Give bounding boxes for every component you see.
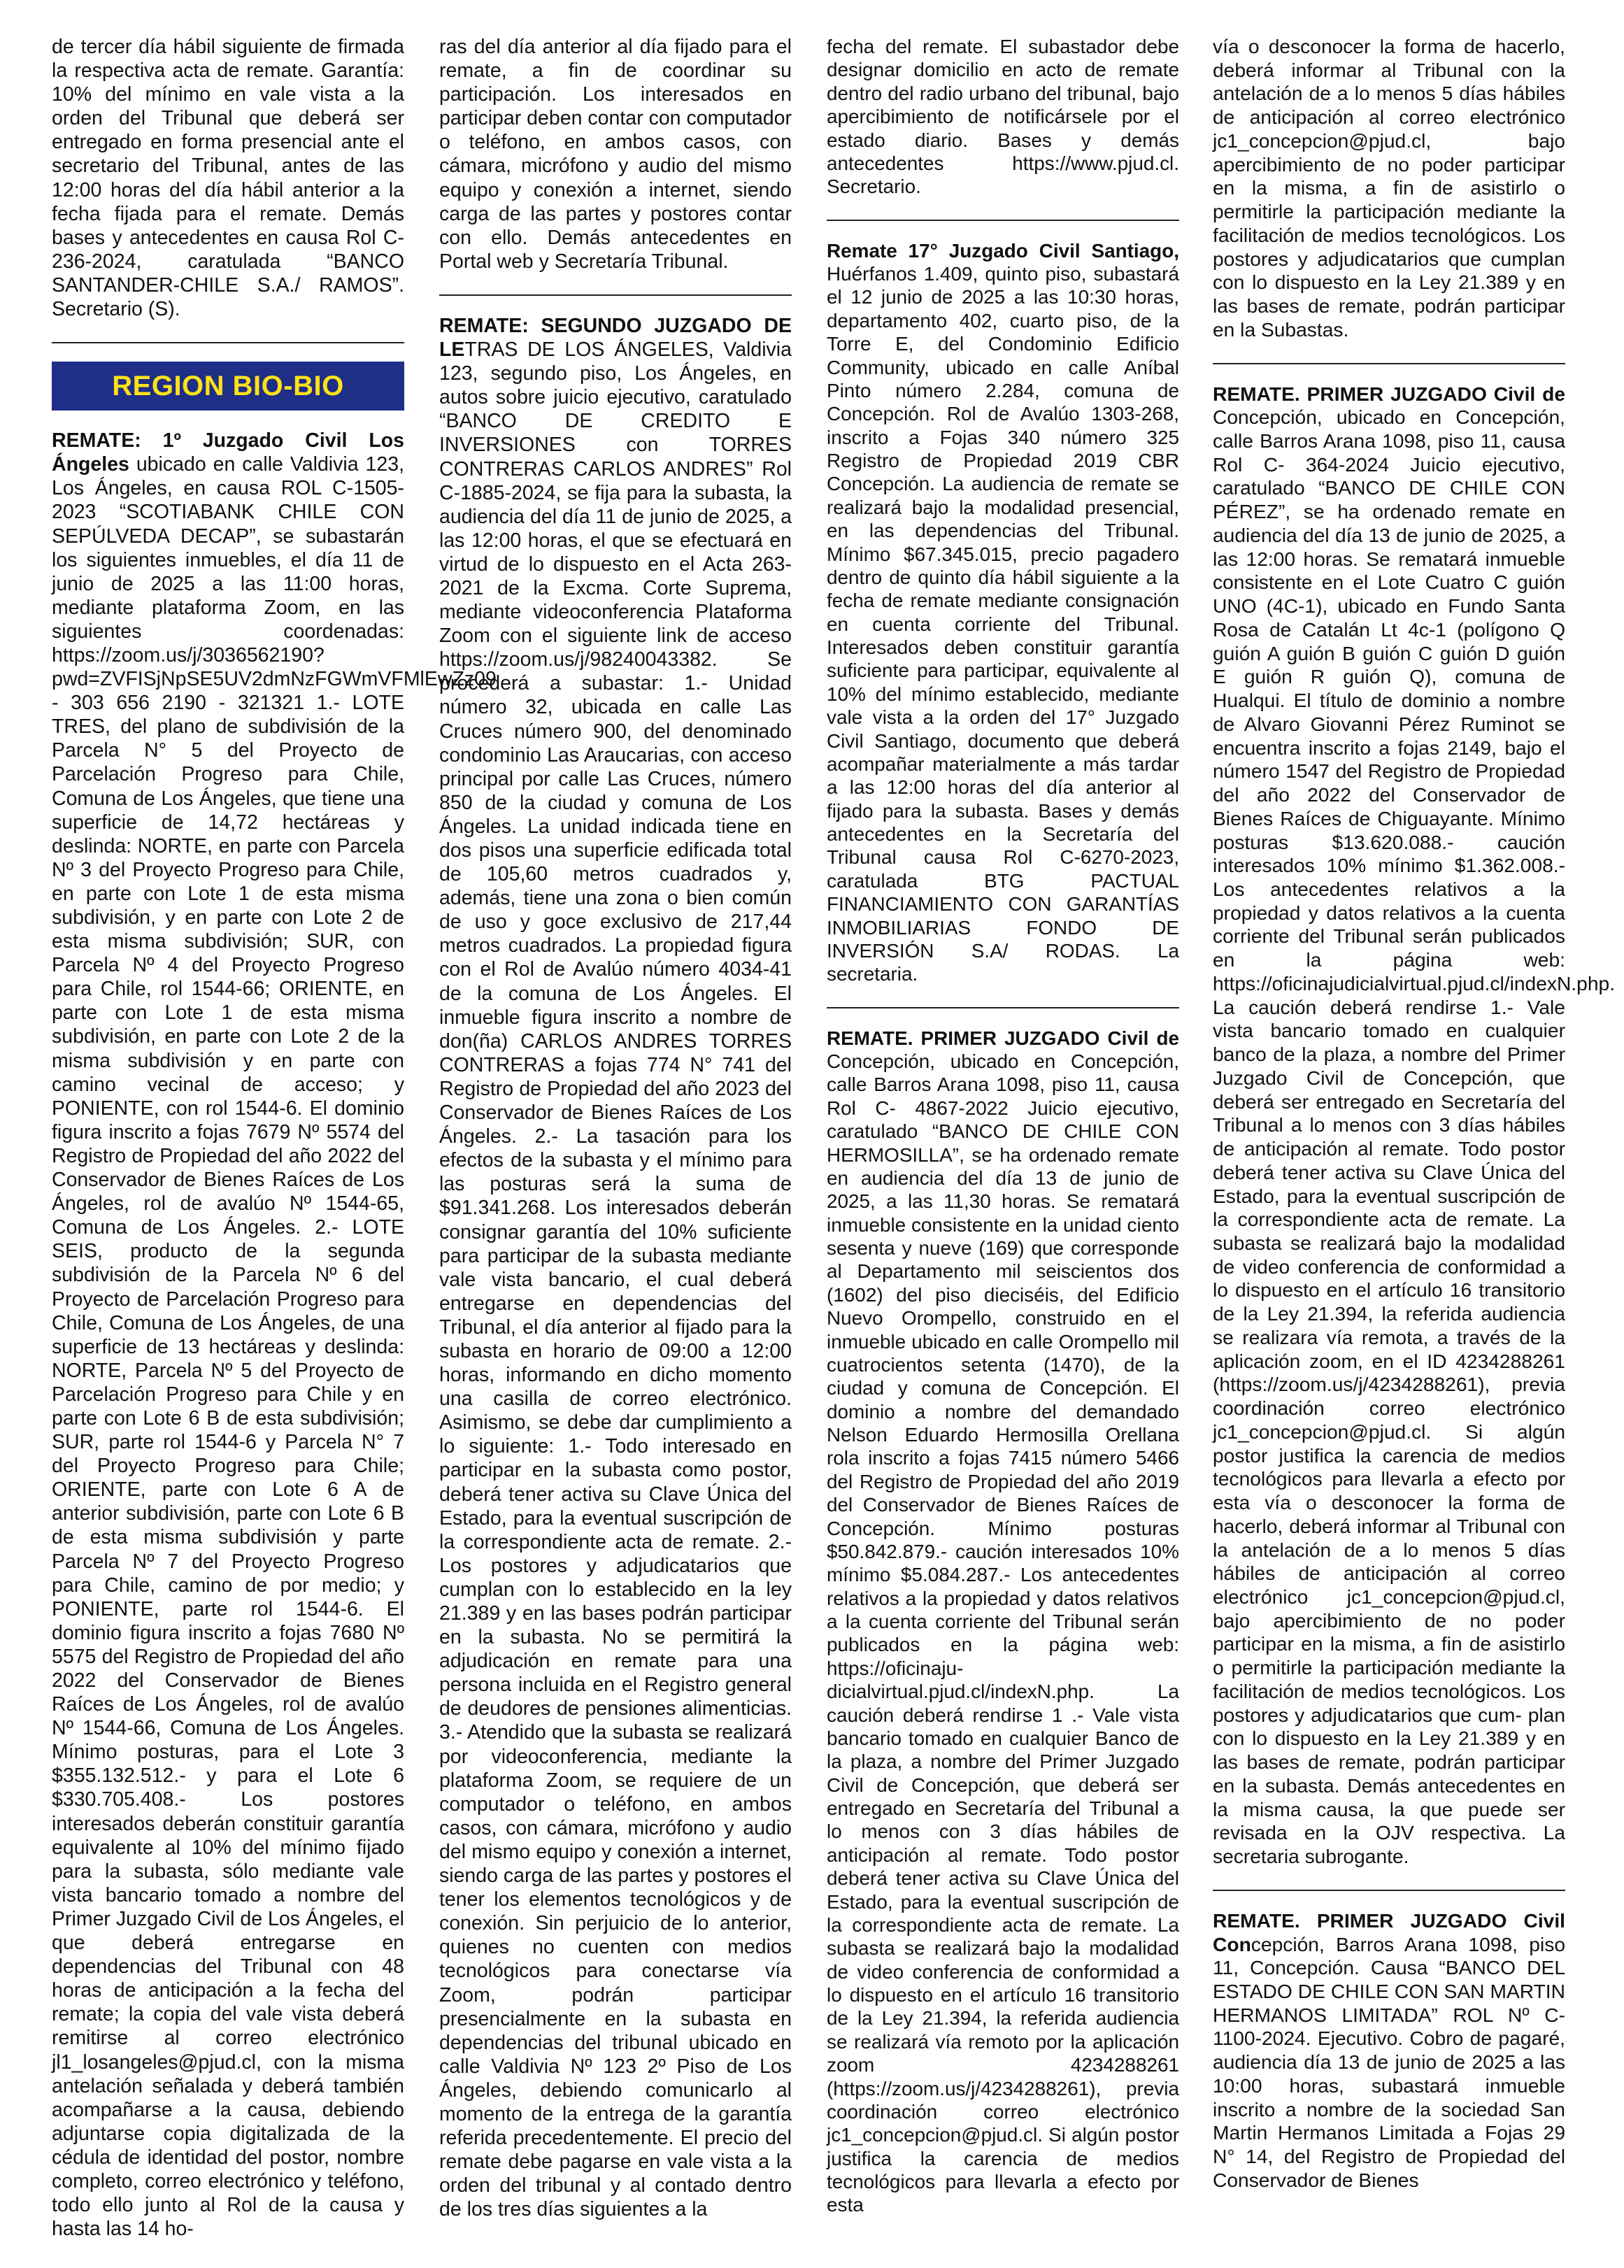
notice-body: Huérfanos 1.409, quinto piso, subastará el 12 junio de 2025 a las 10:30 horas, departamento 402, cuarto piso, de la Torre E, del Condominio Edificio Community, ubicado en calle Aníbal Pinto número 2.284, comuna de Concepción. Rol de Avalúo 1303-268, inscrito a Fojas 340 número 325 Registro de Propiedad 2019 CBR Concepción. La audiencia de remate se realizará bajo la modalidad presencial, en las dependencias del Tribunal. Mínimo $67.345.015, precio pagadero dentro de quinto día hábil siguiente a la fecha de remate mediante consignación en cuenta corriente del Tribunal. Interesados deben constituir garantía suficiente para participar, equivalente al 10% del mínimo establecido, mediante vale vista a la orden del 17° Juzgado Civil Santiago, documento que deberá acompañar materialmente a más tardar a las 12:00 horas del día anterior al fijado para la subasta. Bases y demás antecedentes en la Secretaría del Tribunal causa Rol C-6270-2023, caratulada BTG PACTUAL FINANCIAMIENTO CON GARANTÍAS INMOBILIARIAS FONDO DE INVERSIÓN S.A/ RODAS. La secretaria.: [827, 263, 1179, 985]
notice-remate-primer-juzgado-concepcion-hermosilla: [827, 1027, 1179, 2217]
column-1: [52, 35, 497, 2241]
notice-body: TRAS DE LOS ÁNGELES, Valdivia 123, segundo piso, Los Ángeles, en autos sobre juicio ejecutivo, caratulado “BANCO DE CREDITO E INVERSIONES con TORRES CONTRERAS CARLOS ANDRES” Rol C-1885-2024, se fija para la subasta, la audiencia del día 11 de junio de 2025, a las 12:00 horas, el que se efectuará en virtud de lo dispuesto en el Acta 263- 2021 de la Excma. Corte Suprema, mediante videoconferencia Plataforma Zoom con el siguiente link de acceso https://zoom.us/j/98240043382. Se procederá a subastar: 1.- Unidad número 32, ubicada en calle Las Cruces número 900, del denominado condominio Las Araucarias, con acceso principal por calle Las Cruces, número 850 de la ciudad y comuna de Los Ángeles. La unidad indicada tiene en dos pisos una superficie edificada total de 105,60 metros cuadrados y, además, tiene una zona o bien común de uso y goce exclusivo de 217,44 metros cuadrados. La propiedad figura con el Rol de Avalúo número 4034-41 de la comuna de Los Ángeles. El inmueble figura inscrito a nombre de don(ña) CARLOS ANDRES TORRES CONTRERAS a fojas 774 N° 741 del Registro de Propiedad del año 2023 del Conservador de Bienes Raíces de Los Ángeles. 2.- La tasación para los efectos de la subasta y el mínimo para las posturas será la suma de $91.341.268. Los interesados deberán consignar garantía del 10% suficiente para participar de la subasta mediante vale vista bancario, el cual deberá entregarse en dependencias del Tribunal, el día anterior al fijado para la subasta en horario de 09:00 a 12:00 horas, informando en dicho momento una casilla de correo electrónico. Asimismo, se debe dar cumplimiento a lo siguiente: 1.- Todo interesado en participar en la subasta como postor, deberá tener activa su Clave Única del Estado, para la eventual suscripción de la correspondiente acta de remate. 2.- Los postores y adjudicatarios que cumplan con lo establecido en la ley 21.389 y en las bases podrán participar en la subasta. No se permitirá la adjudicación en remate para una persona incluida en el Registro general de deudores de pensiones alimenticias. 3.- Atendido que la subasta se realizará por videoconferencia, mediante la plataforma Zoom, se requiere de un computador o teléfono, en ambos casos, con cámara, micrófono y audio del mismo equipo y conexión a internet, siendo carga de las partes y postores el tener los elementos tecnológicos y de conexión. Sin perjuicio de lo anterior, quienes no cuenten con medios tecnológicos para conectarse vía Zoom, podrán participar presencialmente en la subasta en dependencias del tribunal ubicado en calle Valdivia Nº 123 2º Piso de Los Ángeles, debiendo comunicarlo al momento de la entrega de la garantía referida precedentemente. El precio del remate debe pagarse en vale vista a la orden del tribunal y al contado dentro de los tres días siguientes a la: [439, 338, 792, 2221]
notice-remate-1-juzgado-los-angeles: [52, 429, 497, 2241]
notice-continuation: fecha del remate. El subastador debe designar domicilio en acto de remate dentro del radio urbano del tribunal, bajo apercibimiento de notificársele por el estado diario. Bases y demás antecedentes https://www.pjud.cl. Secretario.: [827, 36, 1179, 198]
separator: [827, 220, 1179, 221]
notice-body: Concepción, ubicado en Concepción, calle Barros Arana 1098, piso 11, causa Rol C- 4867-2022 Juicio ejecutivo, caratulado “BANCO DE CHILE CON HERMOSILLA”, se ha ordenado remate en audiencia del día 13 de junio de 2025, a las 11,30 horas. Se rematará inmueble consistente en la unidad ciento sesenta y nueve (169) que corresponde al Departamento mil seiscientos dos (1602) del piso dieciséis, del Edificio Nuevo Orompello, construido en el inmueble ubicado en calle Orompello mil cuatrocientos setenta (1470), de la ciudad y comuna de Concepción. El dominio a nombre del demandado Nelson Eduardo Hermosilla Orellana rola inscrito a fojas 7415 número 5466 del Registro de Propiedad del año 2019 del Conservador de Bienes Raíces de Concepción. Mínimo posturas $50.842.879.- caución interesados 10% mínimo $5.084.287.- Los antecedentes relativos a la propiedad y datos relativos a la cuenta corriente del Tribunal serán publicados en la página web: https://oficinaju- dicialvirtual.pjud.cl/indexN.php. La caución deberá rendirse 1 .- Vale vista bancario tomado en cualquier Banco de la plaza, a nombre del Primer Juzgado Civil de Concepción, que deberá ser entregado en Secretaría del Tribunal a lo menos con 3 días hábiles de anticipación al remate. Todo postor deberá tener activa su Clave Única del Estado, para la eventual suscripción de la correspondiente acta de remate. La subasta se realizará bajo la modalidad de video conferencia de conformidad a lo dispuesto en el artículo 16 transitorio de la Ley 21.394, la referida audiencia se realizará vía remoto por la aplicación zoom 4234288261 (https://zoom.us/j/4234288261), previa coordinación correo electrónico jc1_concepcion@pjud.cl. Si algún postor justifica la carencia de medios tecnológicos para llevarla a efecto por esta: [827, 1050, 1179, 2216]
separator: [52, 342, 404, 343]
notice-heading: REMATE: SEGUNDO JUZGADO DE LE: [439, 314, 792, 362]
region-bio-bio-banner: REGION BIO-BIO: [52, 362, 404, 411]
notice-continuation: vía o desconocer la forma de hacerlo, deberá informar al Tribunal con la antelación de a lo menos 5 días hábiles de anticipación al correo electrónico jc1_concepcion@pjud.cl, bajo apercibimiento de no poder participar en la misma, a fin de asistirlo o permitirle la participación mediante la facilitación de medios tecnológicos. Los postores y adjudicatarios que cumplan con lo dispuesto en la Ley 21.389 y en las bases de remate, podrán participar en la Subastas.: [1213, 35, 1565, 341]
notice-remate-segundo-juzgado-los-angeles: [439, 314, 792, 2222]
notice-remate-primer-juzgado-concepcion-san-martin: [1213, 1909, 1565, 2192]
notice-continuation: de tercer día hábil siguiente de firmada la respectiva acta de remate. Garantía: 10% del mínimo en vale vista a la orden del Tribunal que deberá ser entregado en forma presencial ante el secretario del Tribunal, antes de las 12:00 horas del día hábil anterior a la fecha fijada para el remate. Demás bases y antecedentes en causa Rol C-236-2024, caratulada “BANCO SANTANDER-CHILE S.A./ RAMOS”. Secretario (S).: [52, 36, 404, 321]
notice-body: Concepción, ubicado en Concepción, calle Barros Arana 1098, piso 11, causa Rol C- 364-2024 Juicio ejecutivo, caratulado “BANCO DE CHILE CON PÉREZ”, se ha ordenado remate en audiencia del día 13 de junio de 2025, a las 12:00 horas. Se rematará inmueble consistente en el Lote Cuatro C guión UNO (4C-1), ubicado en Fundo Santa Rosa de Catalán Lt 4c-1 (polígono Q guión A guión B guión C guión D guión E guión R guión Q), comuna de Hualqui. El título de dominio a nombre de Alvaro Giovanni Pérez Ruminot se encuentra inscrito a fojas 2149, bajo el número 1547 del Registro de Propiedad del año 2022 del Conservador de Bienes Raíces de Chiguayante. Mínimo posturas $13.620.088.- caución interesados 10% mínimo $1.362.008.- Los antecedentes relativos a la propiedad y datos relativos a la cuenta corriente del Tribunal serán publicados en la página web: https://oficinajudicialvirtual.pjud.cl/indexN.php. La caución deberá rendirse 1.- Vale vista bancario tomado en cualquier banco de la plaza, a nombre del Primer Juzgado Civil de Concepción, que deberá ser entregado en Secretaría del Tribunal a lo menos con 3 días hábiles de anticipación al remate. Todo postor deberá tener activa su Clave Única del Estado, para la eventual suscripción de la correspondiente acta de remate. La subasta se realizará bajo la modalidad de video conferencia de conformidad a lo dispuesto en el artículo 16 transitorio de la Ley 21.394, la referida audiencia se realizara vía remota, a través de la aplicación zoom, en el ID 4234288261 (https://zoom.us/j/4234288261), previa coordinación correo electrónico jc1_concepcion@pjud.cl. Si algún postor justifica la carencia de medios tecnológicos para llevarla a efecto por esta vía o desconocer la forma de hacerlo, deberá informar al Tribunal con la antelación de a lo menos 5 días hábiles de anticipación al correo electrónico jc1_concepcion@pjud.cl, bajo apercibimiento de no poder participar en la misma, a fin de asistirlo o permitirle la participación mediante la facilitación de medios tecnológicos. Los postores y adjudicatarios que cum- plan con lo dispuesto en la Ley 21.389 y en las bases de remate, podrán participar en la subasta. Demás antecedentes en la misma causa, la que puede ser revisada en la OJV respectiva. La secretaria subrogante.: [1213, 406, 1616, 1868]
notice-remate-primer-juzgado-concepcion-perez: [1213, 382, 1616, 1869]
notice-remate-17-juzgado-santiago: [827, 239, 1179, 986]
separator: [439, 294, 792, 296]
notice-heading: REMATE. PRIMER JUZGADO Civil de: [827, 1027, 1179, 1049]
notice-body: ubicado en calle Valdivia 123, Los Ángeles, en causa ROL C-1505-2023 “SCOTIABANK CHILE CON SEPÚLVEDA DECAP”, se subastarán los siguientes inmuebles, el día 11 de junio de 2025 a las 11:00 horas, mediante plataforma Zoom, en las siguientes coordenadas: https://zoom.us/j/3036562190?pwd=ZVFISjNpSE5UV2dmNzFGWmVFMlEwZz09 - 303 656 2190 - 321321 1.- LOTE TRES, del plano de subdivisión de la Parcela N° 5 del Proyecto de Parcelación Progreso para Chile, Comuna de Los Ángeles, que tiene una superficie de 14,72 hectáreas y deslinda: NORTE, en parte con Parcela Nº 3 del Proyecto Progreso para Chile, en parte con Lote 1 de esta misma subdivisión, y en parte con Lote 2 de esta misma subdivisión; SUR, con Parcela Nº 4 del Proyecto Progreso para Chile, rol 1544-66; ORIENTE, en parte con Lote 1 de esta misma subdivisión, en parte con Lote 2 de la misma subdivisión y en parte con camino vecinal de acceso; y PONIENTE, con rol 1544-6. El dominio figura inscrito a fojas 7679 Nº 5574 del Registro de Propiedad del año 2022 del Conservador de Bienes Raíces de Los Ángeles, rol de avalúo Nº 1544-65, Comuna de Los Ángeles. 2.- LOTE SEIS, producto de la segunda subdivisión de la Parcela Nº 6 del Proyecto de Parcelación Progreso para Chile, Comuna de Los Ángeles, de una superficie de 13 hectáreas y deslinda: NORTE, Parcela Nº 5 del Proyecto de Parcelación Progreso para Chile y en parte con Lote 6 B de esta subdivisión; SUR, parte rol 1544-6 y Parcela N° 7 del Proyecto Progreso para Chile; ORIENTE, parte con Lote 6 A de anterior subdivisión, parte con Lote 6 B de esta misma subdivisión y parte Parcela Nº 7 del Proyecto Progreso para Chile, camino de por medio; y PONIENTE, parte rol 1544-6. El dominio figura inscrito a fojas 7680 Nº 5575 del Registro de Propiedad del año 2022 del Conservador de Bienes Raíces de Los Ángeles, rol de avalúo Nº 1544-66, Comuna de Los Ángeles. Mínimo posturas, para el Lote 3 $355.132.512.- y para el Lote 6 $330.705.408.- Los postores interesados deberán constituir garantía equivalente al 10% del mínimo fijado para la subasta, sólo mediante vale vista bancario tomado a nombre del Primer Juzgado Civil de Los Ángeles, el que deberá entregarse en dependencias del Tribunal con 48 horas de anticipación a la fecha del remate; la copia del vale vista deberá remitirse al correo electrónico jl1_losangeles@pjud.cl, con la misma antelación señalada y deberá también acompañarse a la causa, debiendo adjuntarse copia digitalizada de la cédula de identidad del postor, nombre completo, correo electrónico y teléfono, todo ello junto al Rol de la causa y hasta las 14 ho-: [52, 453, 497, 2241]
notice-heading: REMATE: 1º Juzgado Civil Los Ángeles: [52, 429, 404, 476]
separator: [1213, 363, 1565, 364]
column-2: [439, 35, 792, 2221]
separator: [827, 1007, 1179, 1008]
notice-body: cepción, Barros Arana 1098, piso 11, Concepción. Causa “BANCO DEL ESTADO DE CHILE CON SAN MARTIN HERMANOS LIMITADA” ROL Nº C-1100-2024. Ejecutivo. Cobro de pagaré, audiencia día 13 de junio de 2025 a las 10:00 horas, subastará inmueble inscrito a nombre de la sociedad San Martin Hermanos Limitada a Fojas 29 N° 14, del Registro de Propiedad del Conservador de Bienes: [1213, 1932, 1565, 2191]
notice-heading: Remate 17° Juzgado Civil Santiago,: [827, 239, 1179, 262]
notice-heading: REMATE. PRIMER JUZGADO Civil de: [1213, 382, 1565, 405]
column-3: [827, 35, 1179, 2217]
column-4: [1213, 35, 1616, 2192]
notice-heading: REMATE. PRIMER JUZGADO Civil Con: [1213, 1909, 1565, 1955]
separator: [1213, 1890, 1565, 1891]
notice-continuation: ras del día anterior al día fijado para el remate, a fin de coordinar su participación. Los interesados en participar deben contar con computador o teléfono, en ambos casos, con cámara, micrófono y audio del mismo equipo y conexión a internet, siendo carga de las partes y postores contar con ello. Demás antecedentes en Portal web y Secretaría Tribunal.: [439, 36, 792, 273]
